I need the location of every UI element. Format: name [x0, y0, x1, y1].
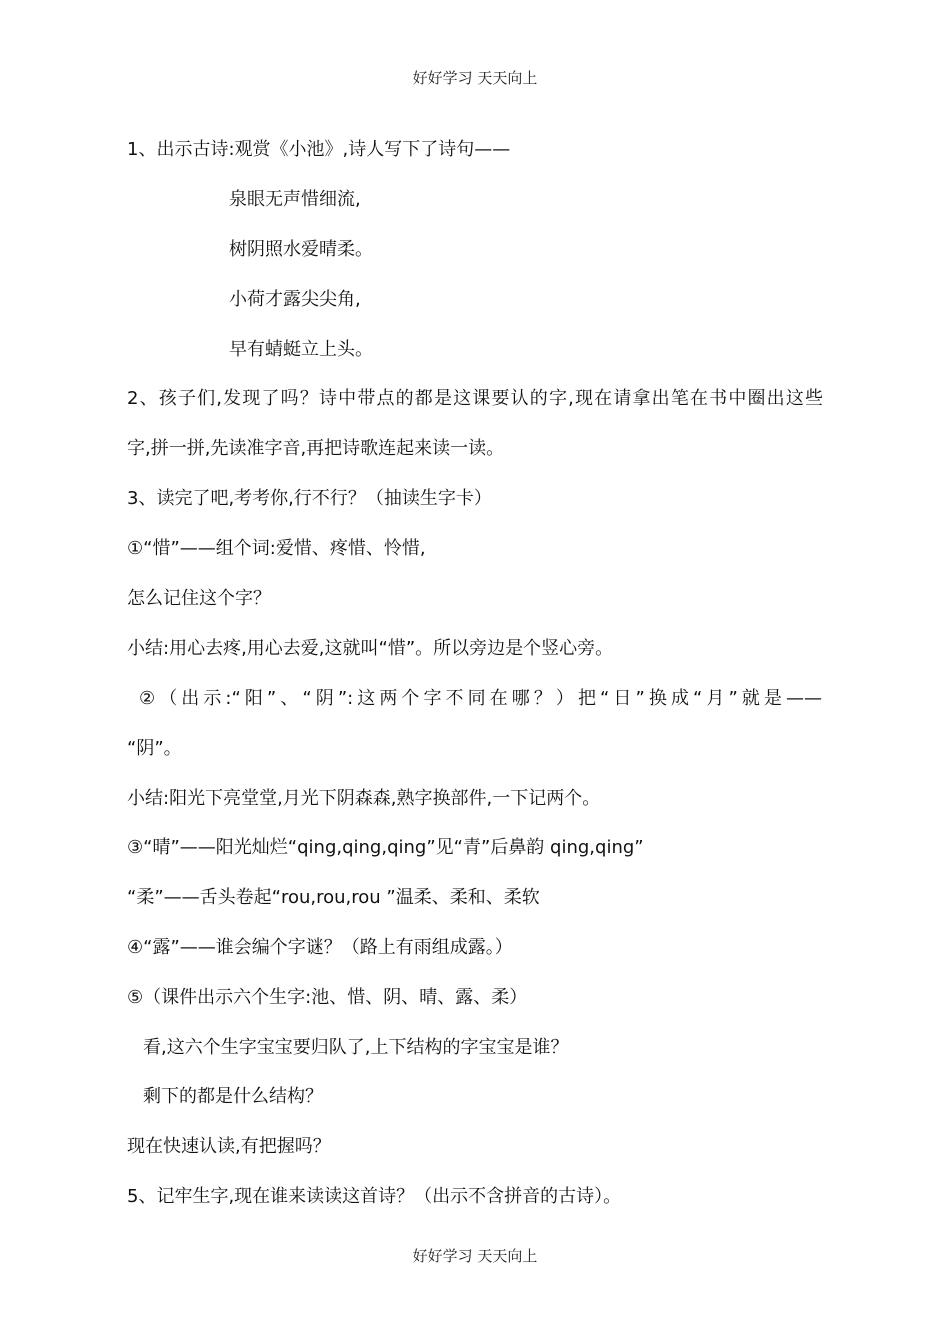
- poem-line-4: 早有蜻蜓立上头。: [229, 339, 373, 360]
- item-3-rou: “柔”——舌头卷起“rou,rou,rou ”温柔、柔和、柔软: [127, 887, 540, 908]
- item-2-summary: 小结:阳光下亮堂堂,月光下阴森森,熟字换部件,一下记两个。: [127, 788, 601, 809]
- poem-line-1: 泉眼无声惜细流,: [229, 189, 361, 210]
- item-5-six-characters: ⑤（课件出示六个生字:池、惜、阴、晴、露、柔）: [127, 987, 528, 1008]
- step-5-heading: 5、记牢生字,现在谁来读读这首诗？（出示不含拼音的古诗）。: [127, 1186, 622, 1207]
- item-1-question: 怎么记住这个字？: [127, 588, 271, 609]
- item-2-yang-yin: ②（出示:“阳”、“阴”:这两个字不同在哪？）把“日”换成“月”就是——: [139, 688, 822, 709]
- item-5-remaining-question: 剩下的都是什么结构？: [143, 1086, 323, 1107]
- poem-line-3: 小荷才露尖尖角,: [229, 289, 361, 310]
- step-2-text: 2、孩子们,发现了吗？诗中带点的都是这课要认的字,现在请拿出笔在书中圈出这些: [127, 388, 823, 409]
- page-footer: 好好学习 天天向上: [412, 1247, 538, 1265]
- quick-reading-question: 现在快速认读,有把握吗？: [127, 1136, 331, 1157]
- page-header: 好好学习 天天向上: [412, 69, 538, 87]
- item-4-lu: ④“露”——谁会编个字谜？（路上有雨组成露。）: [127, 937, 513, 958]
- step-2-text-continued: 字,拼一拼,先读准字音,再把诗歌连起来读一读。: [127, 438, 505, 459]
- poem-line-2: 树阴照水爱晴柔。: [229, 239, 373, 260]
- step-3-heading: 3、读完了吧,考考你,行不行？（抽读生字卡）: [127, 488, 492, 509]
- item-2-yin-answer: “阴”。: [127, 738, 182, 759]
- item-1-xi: ①“惜”——组个词:爱惜、疼惜、怜惜,: [127, 538, 426, 559]
- item-3-qing: ③“晴”——阳光灿烂“qing,qing,qing”见“青”后鼻韵 qing,qing”: [127, 837, 644, 858]
- step-1-heading: 1、出示古诗:观赏《小池》,诗人写下了诗句——: [127, 139, 511, 160]
- item-5-structure-question: 看,这六个生字宝宝要归队了,上下结构的字宝宝是谁？: [143, 1037, 569, 1058]
- item-1-summary: 小结:用心去疼,用心去爱,这就叫“惜”。所以旁边是个竖心旁。: [127, 638, 614, 659]
